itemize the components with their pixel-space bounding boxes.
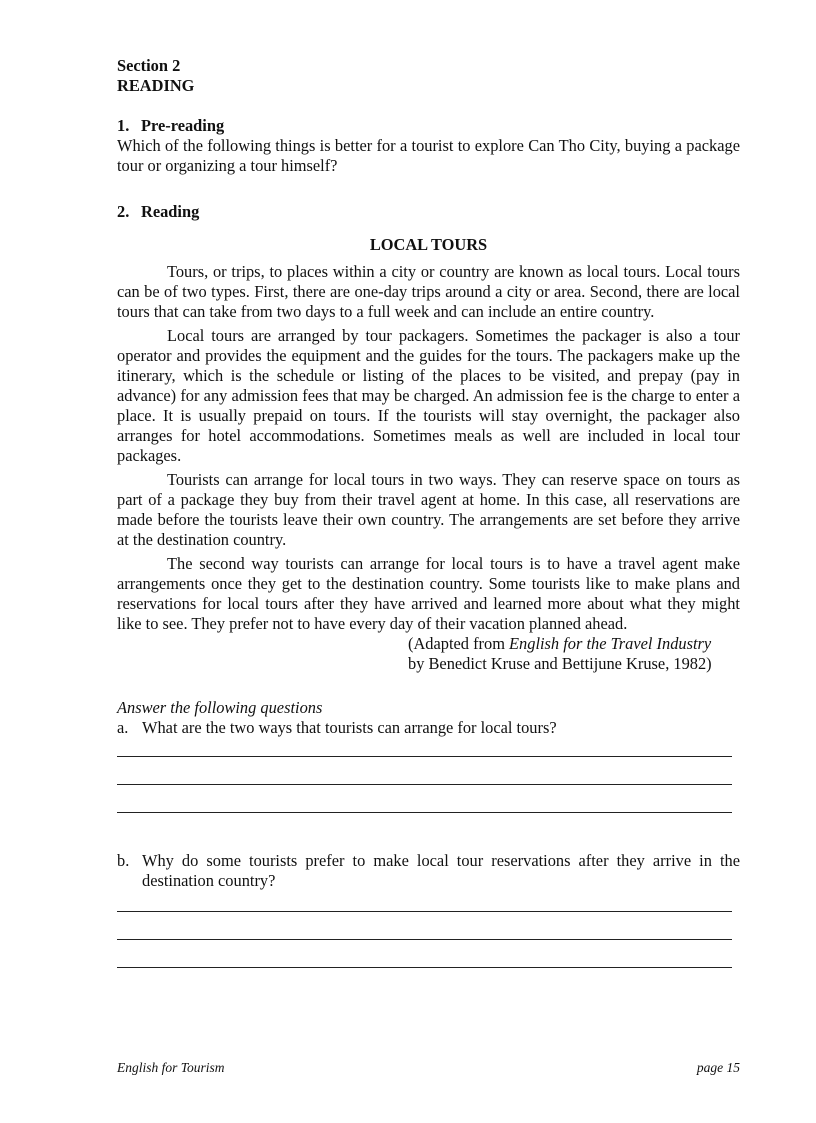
article-title: LOCAL TOURS	[369, 235, 488, 254]
question-a	[117, 718, 740, 738]
section-title: READING	[117, 76, 195, 95]
source-book-title: English for the Travel Industry	[509, 634, 712, 653]
question-letter: a.	[117, 718, 129, 737]
question-text: Why do some tourists prefer to make local tour reservations after they arrive in the destination country?	[142, 851, 740, 890]
article-paragraph-1: Tours, or trips, to places within a city or country are known as local tours. Local tours can be of two types. First, there are one-day trips around a city or area. Second, there are local tours that can take from two days to a full week and can include an entire country.	[117, 262, 740, 321]
answer-line[interactable]	[117, 784, 732, 785]
prereading-question: Which of the following things is better for a tourist to explore Can Tho City, buying a package tour or organizing a tour himself?	[117, 136, 740, 175]
prereading-heading-text: Pre-reading	[141, 116, 225, 135]
section-label: Section 2	[117, 56, 181, 75]
reading-number: 2.	[117, 202, 130, 221]
question-b	[117, 851, 740, 891]
prereading-heading	[117, 116, 740, 136]
reading-heading	[117, 202, 740, 222]
article-source	[408, 634, 740, 674]
prereading-number: 1.	[117, 116, 130, 135]
source-authors: by Benedict Kruse and Bettijune Kruse	[408, 654, 666, 673]
source-year: , 1982)	[665, 654, 712, 673]
answer-line[interactable]	[117, 812, 732, 813]
questions-instruction: Answer the following questions	[117, 698, 323, 717]
page-footer	[117, 1060, 740, 1076]
source-prefix: (Adapted from	[408, 634, 510, 653]
footer-book-title: English for Tourism	[117, 1060, 225, 1075]
answer-line[interactable]	[117, 911, 732, 912]
article-paragraph-2: Local tours are arranged by tour packagers. Sometimes the packager is also a tour operator and provides the equipment and the guides for the tours. The packagers make up the itinerary, which is the schedule or listing of the places to be visited, and prepay (pay in advance) for any admission fees that may be charged. An admission fee is the charge to enter a place. It is usually prepaid on tours. If the tourists will stay overnight, the packager also arranges for hotel accommodations. Sometimes meals as well are included in local tour packages.	[117, 326, 740, 465]
answer-line[interactable]	[117, 967, 732, 968]
article-paragraph-3: Tourists can arrange for local tours in two ways. They can reserve space on tours as part of a package they buy from their travel agent at home. In this case, all reservations are made before the tourists leave their own country. The arrangements are set before they arrive at the destination country.	[117, 470, 740, 549]
article-paragraph-4: The second way tourists can arrange for local tours is to have a travel agent make arrangements once they get to the destination country. Some tourists like to make plans and reservations for local tours after they have arrived and learned more about what they might like to see. They prefer not to have every day of their vacation planned ahead.	[117, 554, 740, 633]
document-page	[117, 56, 740, 968]
question-text: What are the two ways that tourists can arrange for local tours?	[142, 718, 557, 737]
footer-page-number: page 15	[696, 1060, 740, 1075]
question-letter: b.	[117, 851, 130, 870]
answer-line[interactable]	[117, 756, 732, 757]
answer-line[interactable]	[117, 939, 732, 940]
reading-heading-text: Reading	[141, 202, 200, 221]
